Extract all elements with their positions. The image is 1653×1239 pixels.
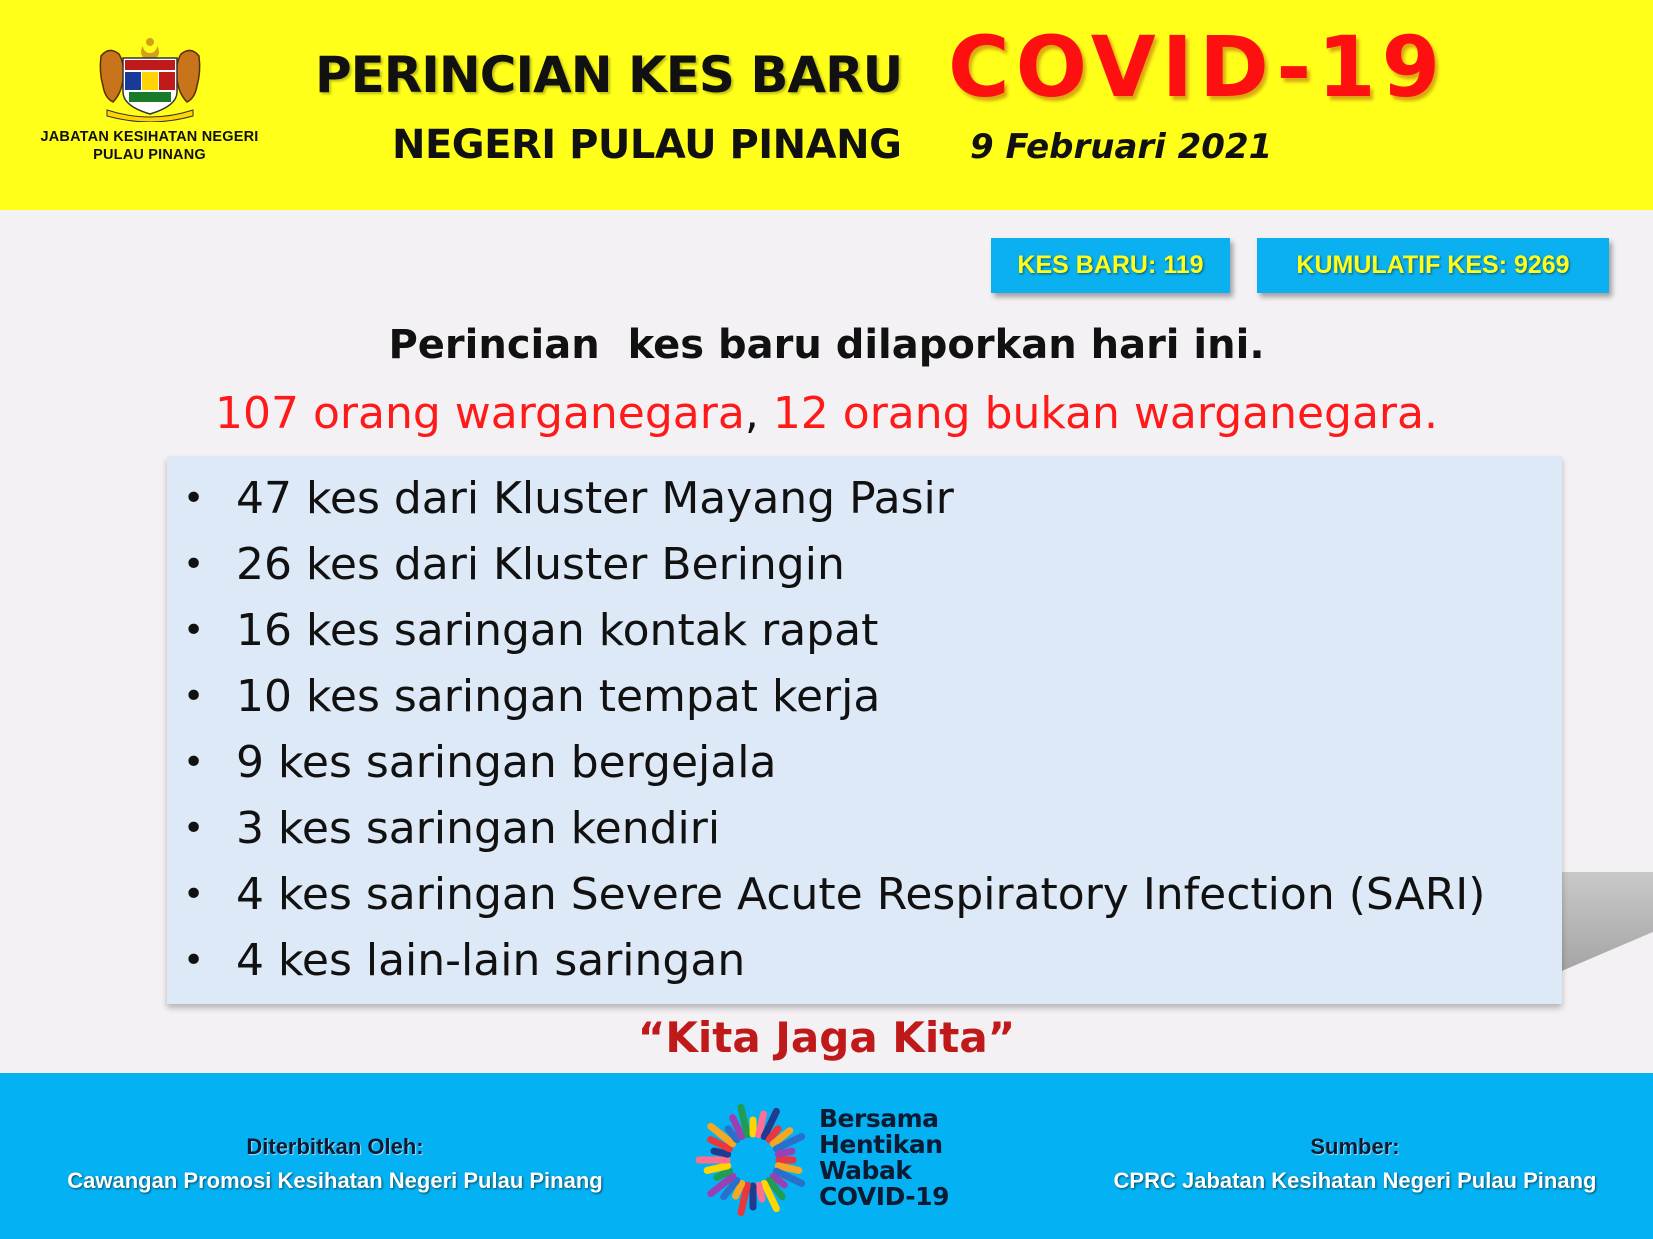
campaign-logo <box>695 1094 995 1219</box>
case-item-text: 26 kes dari Kluster Beringin <box>236 539 845 590</box>
bullet-icon: • <box>183 808 205 849</box>
burst-ray <box>778 1151 792 1154</box>
publisher-name: Cawangan Promosi Kesihatan Negeri Pulau Pinang <box>67 1168 603 1193</box>
department-logo <box>22 36 277 164</box>
bullet-icon: • <box>183 676 205 717</box>
department-line-2: PULAU PINANG <box>93 147 206 163</box>
burst-circle-icon <box>695 1102 811 1218</box>
list-item <box>167 730 1562 796</box>
list-item <box>167 862 1562 928</box>
page-title: PERINCIAN KES BARU <box>315 46 903 104</box>
source-name: CPRC Jabatan Kesihatan Negeri Pulau Pinang <box>1113 1168 1597 1193</box>
burst-ray <box>714 1151 728 1154</box>
state-subtitle: NEGERI PULAU PINANG <box>392 122 902 168</box>
case-list <box>167 456 1562 994</box>
list-item <box>167 598 1562 664</box>
covid-title: COVID-19 <box>948 18 1447 116</box>
case-item-text: 3 kes saringan kendiri <box>236 803 721 854</box>
source-block <box>1090 1130 1620 1198</box>
case-item-text: 4 kes saringan Severe Acute Respiratory Infection (SARI) <box>236 869 1486 920</box>
breakdown-end: . <box>1423 388 1438 439</box>
bullet-icon: • <box>183 610 205 651</box>
citizens-count: 107 orang warganegara <box>215 388 745 439</box>
case-item-text: 9 kes saringan bergejala <box>236 737 777 788</box>
bullet-icon: • <box>183 478 205 519</box>
case-item-text: 16 kes saringan kontak rapat <box>236 605 879 656</box>
case-item-text: 10 kes saringan tempat kerja <box>236 671 881 722</box>
campaign-line-1: Bersama <box>819 1104 939 1133</box>
case-item-text: 4 kes lain-lain saringan <box>236 935 746 986</box>
non-citizens-count: 12 orang bukan warganegara <box>758 388 1424 439</box>
campaign-line-4: COVID-19 <box>819 1182 949 1211</box>
summary-intro: Perincian kes baru dilaporkan hari ini. <box>388 322 1265 368</box>
bullet-icon: • <box>183 874 205 915</box>
breakdown-separator: , <box>744 388 759 439</box>
bullet-icon: • <box>183 544 205 585</box>
cumulative-cases-badge: KUMULATIF KES: 9269 <box>1257 238 1609 293</box>
campaign-line-3: Wabak <box>819 1156 912 1185</box>
department-name <box>22 128 277 164</box>
new-cases-badge: KES BARU: 119 <box>991 238 1230 293</box>
campaign-line-2: Hentikan <box>819 1130 943 1159</box>
department-line-1: JABATAN KESIHATAN NEGERI <box>40 129 259 145</box>
case-list-panel <box>167 456 1562 1004</box>
burst-ray <box>759 1114 764 1134</box>
malaysia-coat-of-arms-icon <box>91 36 209 122</box>
burst-ray <box>778 1166 798 1171</box>
burst-ray <box>759 1185 762 1199</box>
slogan: “Kita Jaga Kita” <box>637 1013 1016 1062</box>
report-date: 9 Februari 2021 <box>970 127 1273 167</box>
list-item <box>167 466 1562 532</box>
list-item <box>167 664 1562 730</box>
publisher-label: Diterbitkan Oleh: <box>246 1134 424 1159</box>
source-label: Sumber: <box>1310 1134 1400 1159</box>
bullet-icon: • <box>183 940 205 981</box>
burst-ray <box>707 1166 727 1171</box>
campaign-text <box>819 1106 949 1210</box>
citizenship-breakdown <box>0 388 1653 439</box>
publisher-block <box>35 1130 635 1198</box>
bullet-icon: • <box>183 742 205 783</box>
list-item <box>167 796 1562 862</box>
list-item <box>167 928 1562 994</box>
case-item-text: 47 kes dari Kluster Mayang Pasir <box>236 473 954 524</box>
list-item <box>167 532 1562 598</box>
